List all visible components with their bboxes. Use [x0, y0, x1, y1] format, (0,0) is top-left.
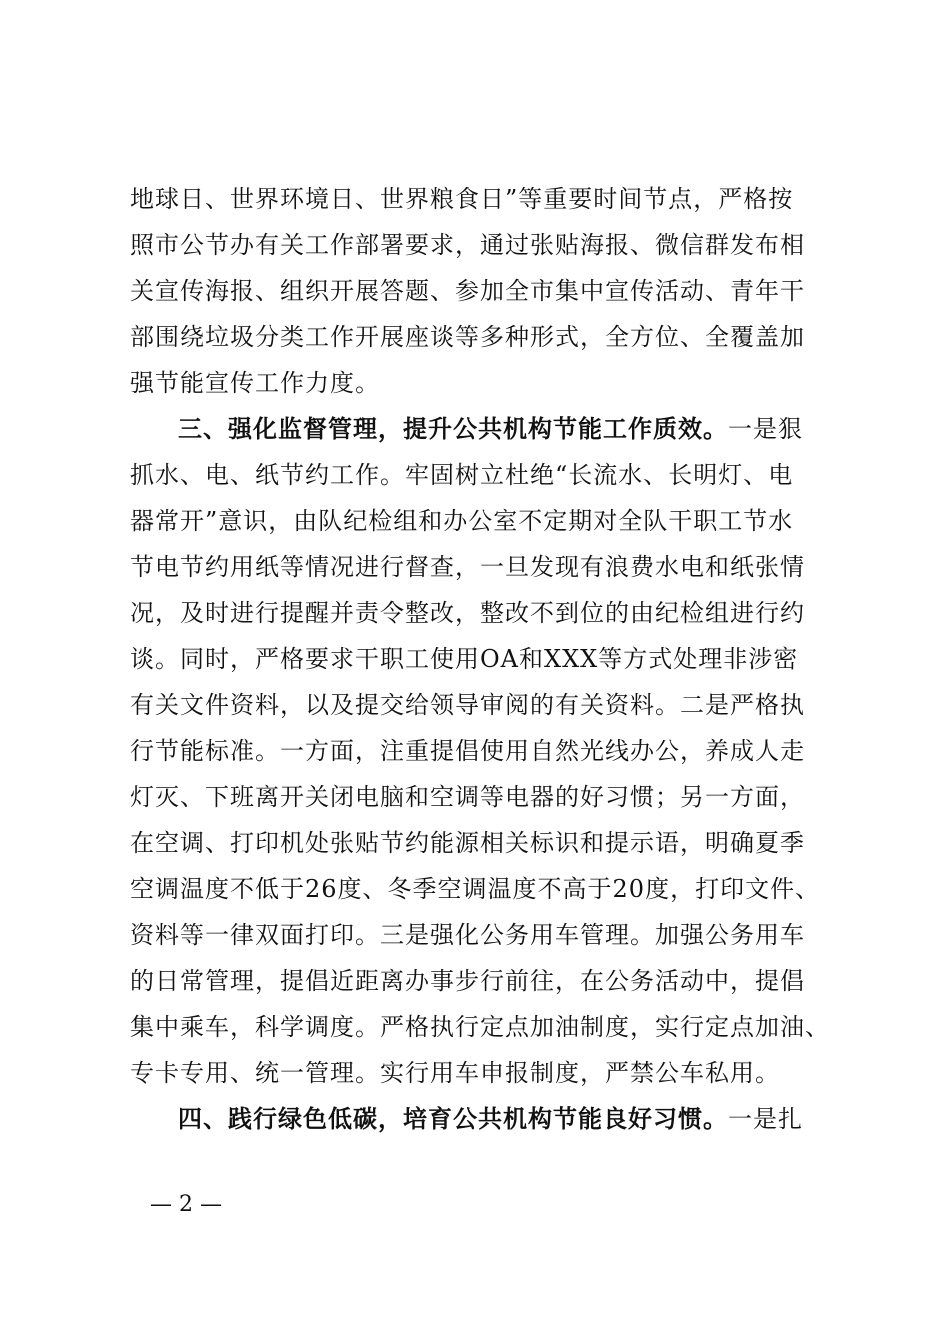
text-line: 部围绕垃圾分类工作开展座谈等多种形式，全方位、全覆盖加	[130, 323, 805, 351]
text-line: 器常开”意识，由队纪检组和办公室不定期对全队干职工节水	[130, 507, 794, 535]
text-line: 资料等一律双面打印。三是强化公务用车管理。加强公务用车	[130, 921, 805, 949]
section-4-lead-text: 一是扎	[728, 1105, 803, 1133]
section-3-first-line	[130, 406, 830, 452]
text-line: 灯灭、下班离开关闭电脑和空调等电器的好习惯；另一方面，	[130, 783, 805, 811]
text-line: 照市公节办有关工作部署要求，通过张贴海报、微信群发布相	[130, 231, 805, 259]
text-line: 行节能标准。一方面，注重提倡使用自然光线办公，养成人走	[130, 737, 805, 765]
text-line: 在空调、打印机处张贴节约能源相关标识和提示语，明确夏季	[130, 829, 805, 857]
section-3-heading: 三、强化监督管理，提升公共机构节能工作质效。	[178, 414, 728, 443]
section-4-heading: 四、践行绿色低碳，培育公共机构节能良好习惯。	[178, 1104, 728, 1133]
text-line: 抓水、电、纸节约工作。牢固树立杜绝“长流水、长明灯、电	[130, 461, 794, 489]
text-line: 有关文件资料，以及提交给领导审阅的有关资料。二是严格执	[130, 691, 805, 719]
page-number: — 2 —	[150, 1192, 222, 1217]
text-line: 空调温度不低于26度、冬季空调温度不高于20度，打印文件、	[130, 875, 821, 903]
section-4-first-line	[130, 1096, 830, 1142]
text-line: 关宣传海报、组织开展答题、参加全市集中宣传活动、青年干	[130, 277, 805, 305]
text-line: 况，及时进行提醒并责令整改，整改不到位的由纪检组进行约	[130, 599, 805, 627]
section-3-lead-text: 一是狠	[728, 415, 803, 443]
text-line: 的日常管理，提倡近距离办事步行前往，在公务活动中，提倡	[130, 967, 805, 995]
body-text	[130, 176, 830, 1142]
text-line: 专卡专用、统一管理。实行用车申报制度，严禁公车私用。	[130, 1059, 780, 1087]
text-line: 集中乘车，科学调度。严格执行定点加油制度，实行定点加油、	[130, 1013, 830, 1041]
text-line: 节电节约用纸等情况进行督查，一旦发现有浪费水电和纸张情	[130, 553, 805, 581]
text-line: 谈。同时，严格要求干职工使用OA和XXX等方式处理非涉密	[130, 645, 799, 673]
text-line: 强节能宣传工作力度。	[130, 369, 380, 397]
text-line: 地球日、世界环境日、世界粮食日”等重要时间节点，严格按	[130, 185, 794, 213]
